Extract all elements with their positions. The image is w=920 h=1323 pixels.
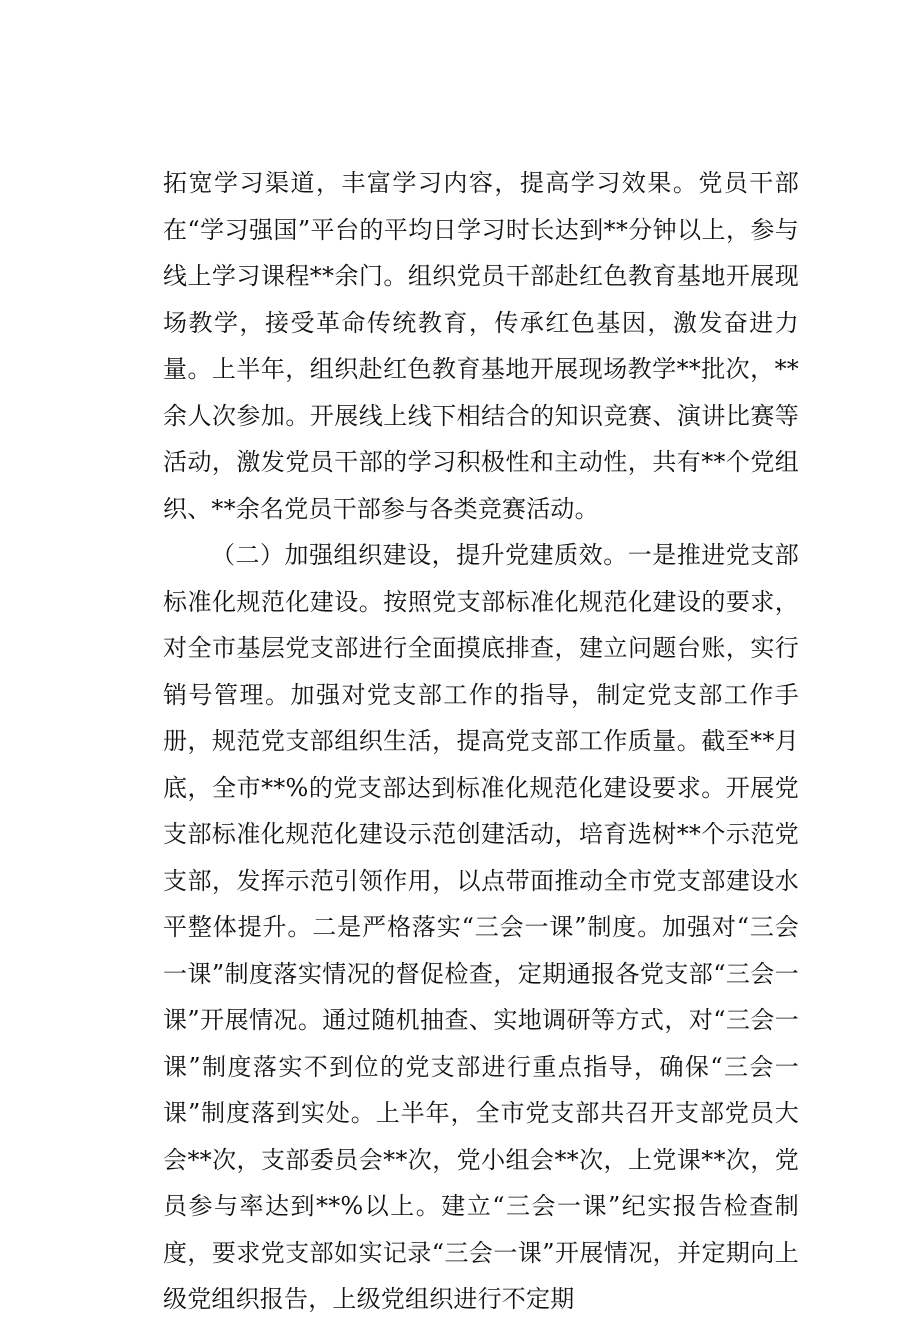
paragraph-organization-building: （二）加强组织建设，提升党建质效。一是推进党支部标准化规范化建设。按照党支部标准化规范化建设的要求，对全市基层党支部进行全面摸底排查，建立问题台账，实行销号管理。加强对党支部工作的指导，制定党支部工作手册，规范党支部组织生活，提高党支部工作质量。截至**月底，全市**%的党支部达到标准化规范化建设要求。开展党支部标准化规范化建设示范创建活动，培育选树**个示范党支部，发挥示范引领作用，以点带面推动全市党支部建设水平整体提升。二是严格落实“三会一课”制度。加强对“三会一课”制度落实情况的督促检查，定期通报各党支部“三会一课”开展情况。通过随机抽查、实地调研等方式，对“三会一课”制度落实不到位的党支部进行重点指导，确保“三会一课”制度落到实处。上半年，全市党支部共召开支部党员大会**次，支部委员会**次，党小组会**次，上党课**次，党员参与率达到**%以上。建立“三会一课”纪实报告检查制度，要求党支部如实记录“三会一课”开展情况，并定期向上级党组织报告，上级党组织进行不定期 (163, 541, 799, 1313)
document-body (163, 160, 799, 1323)
paragraph-learning-channels: 拓宽学习渠道，丰富学习内容，提高学习效果。党员干部在“学习强国”平台的平均日学习时长达到**分钟以上，参与线上学习课程**余门。组织党员干部赴红色教育基地开展现场教学，接受革命传统教育，传承红色基因，激发奋进力量。上半年，组织赴红色教育基地开展现场教学**批次，**余人次参加。开展线上线下相结合的知识竞赛、演讲比赛等活动，激发党员干部的学习积极性和主动性，共有**个党组织、**余名党员干部参与各类竞赛活动。 (163, 169, 799, 523)
